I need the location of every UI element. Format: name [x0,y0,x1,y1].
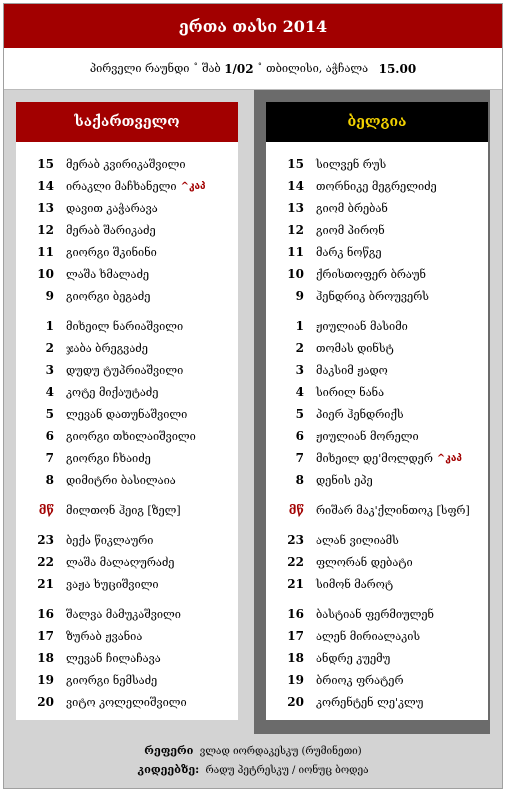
shirt-number: 6 [295,429,304,443]
player-name: ბექა წიკლაური [66,533,154,547]
shirt-number: 13 [287,201,304,215]
captain-tag: ^კაპ [180,180,206,192]
shirt-number: 5 [45,407,54,421]
shirt-number: 14 [287,179,304,193]
player-row [266,338,488,358]
player-row [16,470,238,490]
shirt-number: 8 [295,473,304,487]
shirt-number: 22 [287,555,304,569]
player-row [16,448,238,468]
shirt-number: 3 [45,363,54,377]
player-name: ჯაბა ბრეგვაძე [66,341,148,355]
player-name: გიორგი შკინინი [66,245,157,259]
lineup-card [3,3,503,789]
shirt-number: 4 [295,385,304,399]
home-team-list [16,102,238,720]
judges-line [138,761,369,780]
player-row [16,426,238,446]
shirt-number: 15 [287,157,304,171]
player-name: პიერ ჰენდრიქს [316,407,404,421]
player-name: ზურაბ ჟვანია [66,629,143,643]
shirt-number: 21 [37,577,54,591]
shirt-number: 18 [287,651,304,665]
shirt-number: 23 [287,533,304,547]
shirt-number: 16 [287,607,304,621]
shirt-number: 11 [287,245,304,259]
player-row [266,382,488,402]
player-name: გიორგი ბეგაძე [66,289,151,303]
shirt-number: 9 [295,289,304,303]
player-name: მიხეილ დე'მოლდერ [316,451,433,465]
player-name: ვიტო კოლელიშვილი [66,695,187,709]
shirt-number: 23 [37,533,54,547]
shirt-number: 18 [37,651,54,665]
lineups-area [4,90,502,734]
player-name: მარკ ნოწგე [316,245,382,259]
coach-row [266,500,488,520]
venue: თბილისი, აჭჩალა [266,62,369,75]
player-row [16,552,238,572]
player-name: შალვა მამუკაშვილი [66,607,181,621]
player-name: ქრისთოფერ ბრაუნ [316,267,426,281]
referee-label: რეფერი [144,744,194,757]
shirt-number: 20 [37,695,54,709]
shirt-number: 19 [37,673,54,687]
shirt-number: 2 [45,341,54,355]
shirt-number: 1 [45,319,54,333]
away-team-panel [254,90,490,736]
shirt-number: 6 [45,429,54,443]
player-name: ლაშა ხმალაძე [66,267,150,281]
player-name: დენის ეპე [316,473,373,487]
shirt-number: 10 [287,267,304,281]
page-title: ერთა თასი 2014 [4,4,502,48]
kickoff-time: 15.00 [378,61,417,76]
player-row [266,286,488,306]
player-row [16,264,238,284]
away-team-list [266,102,488,720]
shirt-number: 7 [45,451,54,465]
shirt-number: 12 [287,223,304,237]
match-date: 1/02 [224,61,254,76]
coach-name: მილთონ ჰეიგ [ზელ] [66,503,181,517]
home-team-panel [16,102,238,732]
player-name: ბასტიან ფერმიულენ [316,607,434,621]
player-row [266,626,488,646]
shirt-number: 7 [295,451,304,465]
coach-label: მწ [38,503,54,517]
player-name: ირაკლი მაჩხანელი [66,179,177,193]
player-row [16,574,238,594]
player-name: ლევან ჩილაჩავა [66,651,161,665]
player-name: სილვენ რუს [316,157,387,171]
player-row [266,470,488,490]
player-row [16,360,238,380]
player-name: ვაჟა ხუციშვილი [66,577,159,591]
shirt-number: 17 [37,629,54,643]
player-row [266,264,488,284]
player-name: ლაშა მალაღურაძე [66,555,175,569]
referee-line [144,742,361,761]
player-name: გიორგი ჩხაიძე [66,451,151,465]
player-name: თორნიკე მეგრელიძე [316,179,437,193]
player-row [16,530,238,550]
shirt-number: 20 [287,695,304,709]
player-name: ფლორან დებატი [316,555,413,569]
coach-label: მწ [288,503,304,517]
player-row [16,242,238,262]
separator: ˚ [257,63,263,74]
player-row [16,316,238,336]
player-row [266,670,488,690]
shirt-number: 11 [37,245,54,259]
player-row [266,692,488,712]
shirt-number: 9 [45,289,54,303]
player-name: დიმიტრი ბასილაია [66,473,176,487]
judges-names: რადუ პეტრესკუ / იონუც ბოდეა [205,765,369,776]
player-row [16,338,238,358]
player-row [16,220,238,240]
shirt-number: 17 [287,629,304,643]
separator: ˚ [193,63,198,74]
player-row [266,530,488,550]
player-row [266,552,488,572]
player-name: ბრიოკ ფრატერ [316,673,404,687]
shirt-number: 8 [45,473,54,487]
player-row [16,626,238,646]
player-name: კოტე მიქაუტაძე [66,385,159,399]
shirt-number: 16 [37,607,54,621]
player-row [266,220,488,240]
shirt-number: 1 [295,319,304,333]
player-row [266,360,488,380]
player-row [266,316,488,336]
player-row [16,404,238,424]
player-row [16,604,238,624]
player-row [266,242,488,262]
player-row [266,448,488,468]
home-team-name: საქართველო [16,102,238,142]
player-name: ჟიულიან მორელი [316,429,419,443]
officials [4,734,502,788]
shirt-number: 14 [37,179,54,193]
referee-name: ვლად იორდაკესკუ (რუმინეთი) [199,746,362,757]
shirt-number: 19 [287,673,304,687]
player-name: ალან ვილიამს [316,533,399,547]
player-name: მაკსიმ ჟადო [316,363,388,377]
round-label: პირველი რაუნდი [89,62,190,75]
player-row [266,154,488,174]
player-name: მერაბ კვირიკაშვილი [66,157,186,171]
shirt-number: 15 [37,157,54,171]
player-row [16,692,238,712]
player-row [266,426,488,446]
shirt-number: 10 [37,267,54,281]
player-name: ჟიულიან მასიმი [316,319,408,333]
match-info [4,48,502,90]
player-name: ჰენდრიკ ბროუვერს [316,289,429,303]
player-name: გიომ პირონ [316,223,385,237]
player-row [266,198,488,218]
player-name: ალენ მირიალაკის [316,629,421,643]
shirt-number: 13 [37,201,54,215]
coach-name: რიშარ მაკ'ქლინთოკ [სფრ] [316,503,470,517]
player-row [16,286,238,306]
shirt-number: 3 [295,363,304,377]
player-row [266,404,488,424]
shirt-number: 21 [287,577,304,591]
coach-row [16,500,238,520]
player-row [16,382,238,402]
player-name: კორენტენ ლე'კლუ [316,695,424,709]
player-name: სიმონ მაროტ [316,577,394,591]
player-name: გიორგი თხილაიშვილი [66,429,196,443]
player-row [266,604,488,624]
player-row [16,648,238,668]
player-name: მიხეილ ნარიაშვილი [66,319,184,333]
player-row [266,574,488,594]
judges-label: კიდეებზე: [137,763,200,776]
player-row [16,154,238,174]
shirt-number: 2 [295,341,304,355]
player-name: დავით კაჭარავა [66,201,158,215]
player-name: მერაბ შარიკაძე [66,223,156,237]
player-name: ანდრე კუემუ [316,651,391,665]
shirt-number: 4 [45,385,54,399]
player-row [266,648,488,668]
player-row [16,670,238,690]
player-name: გიომ ბრებან [316,201,388,215]
shirt-number: 12 [37,223,54,237]
player-name: სირილ ნანა [316,385,385,399]
player-name: დუდუ ტუპრიაშვილი [66,363,184,377]
player-name: გიორგი ნემსაძე [66,673,158,687]
date-prefix: შაბ [201,62,221,75]
captain-tag: ^კაპ [436,452,462,464]
shirt-number: 22 [37,555,54,569]
shirt-number: 5 [295,407,304,421]
player-row [16,176,238,196]
player-row [266,176,488,196]
player-name: ლევან დათუნაშვილი [66,407,188,421]
player-name: თომას დინსტ [316,341,394,355]
away-team-name: ბელგია [266,102,488,142]
player-row [16,198,238,218]
